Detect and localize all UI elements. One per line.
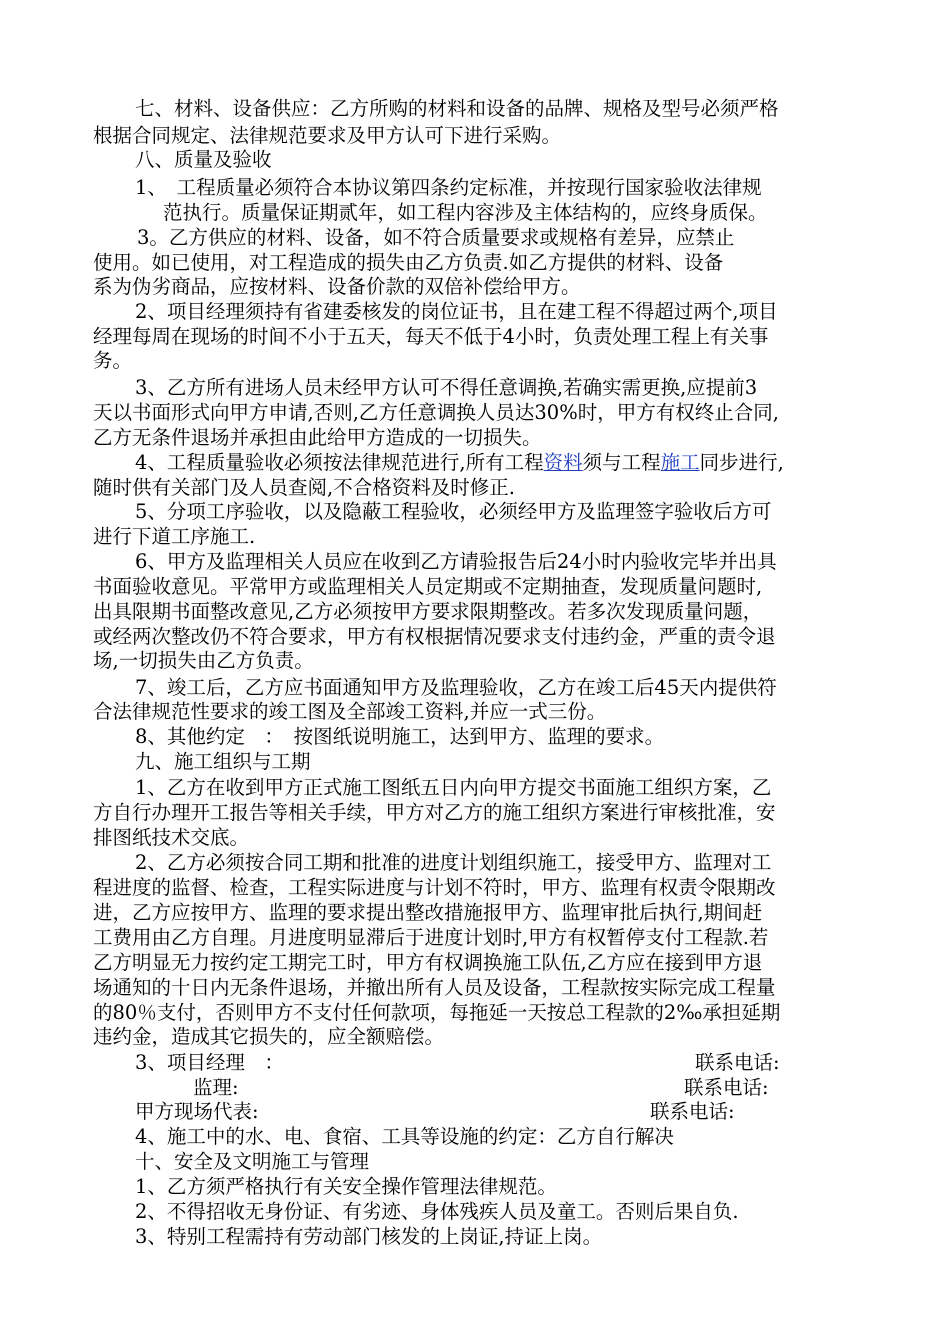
text-line: 2、不得招收无身份证、有劣迹、身体残疾人员及童工。否则后果自负.: [135, 1200, 739, 1223]
text-line: 8、其他约定 ： 按图纸说明施工，达到甲方、监理的要求。: [135, 725, 665, 748]
text-segment: 须与工程: [582, 451, 661, 474]
text-line: 七、材料、设备供应：乙方所购的材料和设备的品牌、规格及型号必须严格: [135, 97, 779, 120]
text-line: 务。: [93, 349, 133, 372]
text-line: 6、甲方及监理相关人员应在收到乙方请验报告后24小时内验收完毕并出具: [135, 550, 777, 573]
text-line: 4、施工中的水、电、食宿、工具等设施的约定：乙方自行解决: [135, 1125, 674, 1148]
text-segment: 4、工程质量验收必须按法律规范进行,所有工程: [135, 451, 544, 474]
section-heading: 八、质量及验收: [135, 148, 272, 171]
contact-phone-label: 联系电话:: [684, 1076, 769, 1099]
section-heading: 十、安全及文明施工与管理: [135, 1150, 370, 1173]
contact-phone-label: 联系电话:: [695, 1051, 780, 1074]
text-line: 范执行。质量保证期贰年，如工程内容涉及主体结构的，应终身质保。: [163, 201, 768, 224]
text-line: 进行下道工序施工.: [93, 525, 256, 548]
text-line: 2、乙方必须按合同工期和批准的进度计划组织施工，接受甲方、监理对工: [135, 851, 772, 874]
site-representative-label: 甲方现场代表:: [135, 1100, 259, 1123]
text-line: 使用。如已使用，对工程造成的损失由乙方负责.如乙方提供的材料、设备: [93, 251, 724, 274]
section-heading: 九、施工组织与工期: [135, 750, 311, 773]
text-line: 3。乙方供应的材料、设备，如不符合质量要求或规格有差异，应禁止: [137, 226, 735, 249]
text-line: 1、乙方须严格执行有关安全操作管理法律规范。: [135, 1175, 557, 1198]
text-line: 合法律规范性要求的竣工图及全部竣工资料,并应一式三份。: [93, 700, 607, 723]
text-line: 1、 工程质量必须符合本协议第四条约定标准，并按现行国家验收法律规: [135, 176, 762, 199]
text-line: 根据合同规定、法律规范要求及甲方认可下进行采购。: [93, 124, 562, 147]
text-line-with-links: [135, 451, 784, 475]
link-construction[interactable]: 施工: [660, 451, 700, 474]
project-manager-label: 3、项目经理 ：: [135, 1051, 284, 1074]
text-line: 进，乙方应按甲方、监理的要求提出整改措施报甲方、监理审批后执行,期间赶: [93, 901, 763, 924]
text-line: 2、项目经理须持有省建委核发的岗位证书，且在建工程不得超过两个,项目: [135, 300, 778, 323]
text-line: 5、分项工序验收，以及隐蔽工程验收，必须经甲方及监理签字验收后方可: [135, 500, 772, 523]
text-line: 3、特别工程需持有劳动部门核发的上岗证,持证上岗。: [135, 1225, 603, 1248]
text-line: 违约金，造成其它损失的，应全额赔偿。: [93, 1025, 445, 1048]
text-line: 乙方明显无力按约定工期完工时，甲方有权调换施工队伍,乙方应在接到甲方退: [93, 951, 763, 974]
link-materials[interactable]: 资料: [543, 451, 583, 474]
text-line: 乙方无条件退场并承担由此给甲方造成的一切损失。: [93, 426, 542, 449]
text-line: 工费用由乙方自理。月进度明显滞后于进度计划时,甲方有权暂停支付工程款.若: [93, 926, 769, 949]
text-line: 方自行办理开工报告等相关手续，甲方对乙方的施工组织方案进行审核批准，安: [93, 801, 776, 824]
text-line: 经理每周在现场的时间不小于五天，每天不低于4小时，负责处理工程上有关事: [93, 325, 769, 348]
text-line: 程进度的监督、检查，工程实际进度与计划不符时，甲方、监理有权责令限期改: [93, 876, 776, 899]
text-line: 1、乙方在收到甲方正式施工图纸五日内向甲方提交书面施工组织方案，乙: [135, 776, 772, 799]
text-line: 排图纸技术交底。: [93, 826, 250, 849]
text-line: 天以书面形式向甲方申请,否则,乙方任意调换人员达30%时，甲方有权终止合同,: [93, 401, 779, 424]
text-line: 出具限期书面整改意见,乙方必须按甲方要求限期整改。若多次发现质量问题，: [93, 600, 763, 623]
text-line: 或经两次整改仍不符合要求，甲方有权根据情况要求支付违约金，严重的责令退: [93, 625, 776, 648]
text-line: 7、竣工后，乙方应书面通知甲方及监理验收，乙方在竣工后45天内提供符: [135, 676, 777, 699]
text-line: 的80％支付，否则甲方不支付任何款项，每拖延一天按总工程款的2‰承担延期: [93, 1001, 781, 1024]
text-line: 场通知的十日内无条件退场，并撤出所有人员及设备，工程款按实际完成工程量: [93, 976, 776, 999]
text-segment: 同步进行,: [699, 451, 784, 474]
supervisor-label: 监理:: [193, 1076, 239, 1099]
text-line: 场,一切损失由乙方负责。: [93, 649, 314, 672]
text-line: 书面验收意见。平常甲方或监理相关人员定期或不定期抽查，发现质量问题时,: [93, 575, 763, 598]
text-line: 3、乙方所有进场人员未经甲方认可不得任意调换,若确实需更换,应提前3: [135, 376, 758, 399]
contact-phone-label: 联系电话:: [650, 1100, 735, 1123]
text-line: 随时供有关部门及人员查阅,不合格资料及时修正.: [93, 476, 515, 499]
text-line: 系为伪劣商品，应按材料、设备价款的双倍补偿给甲方。: [93, 275, 581, 298]
